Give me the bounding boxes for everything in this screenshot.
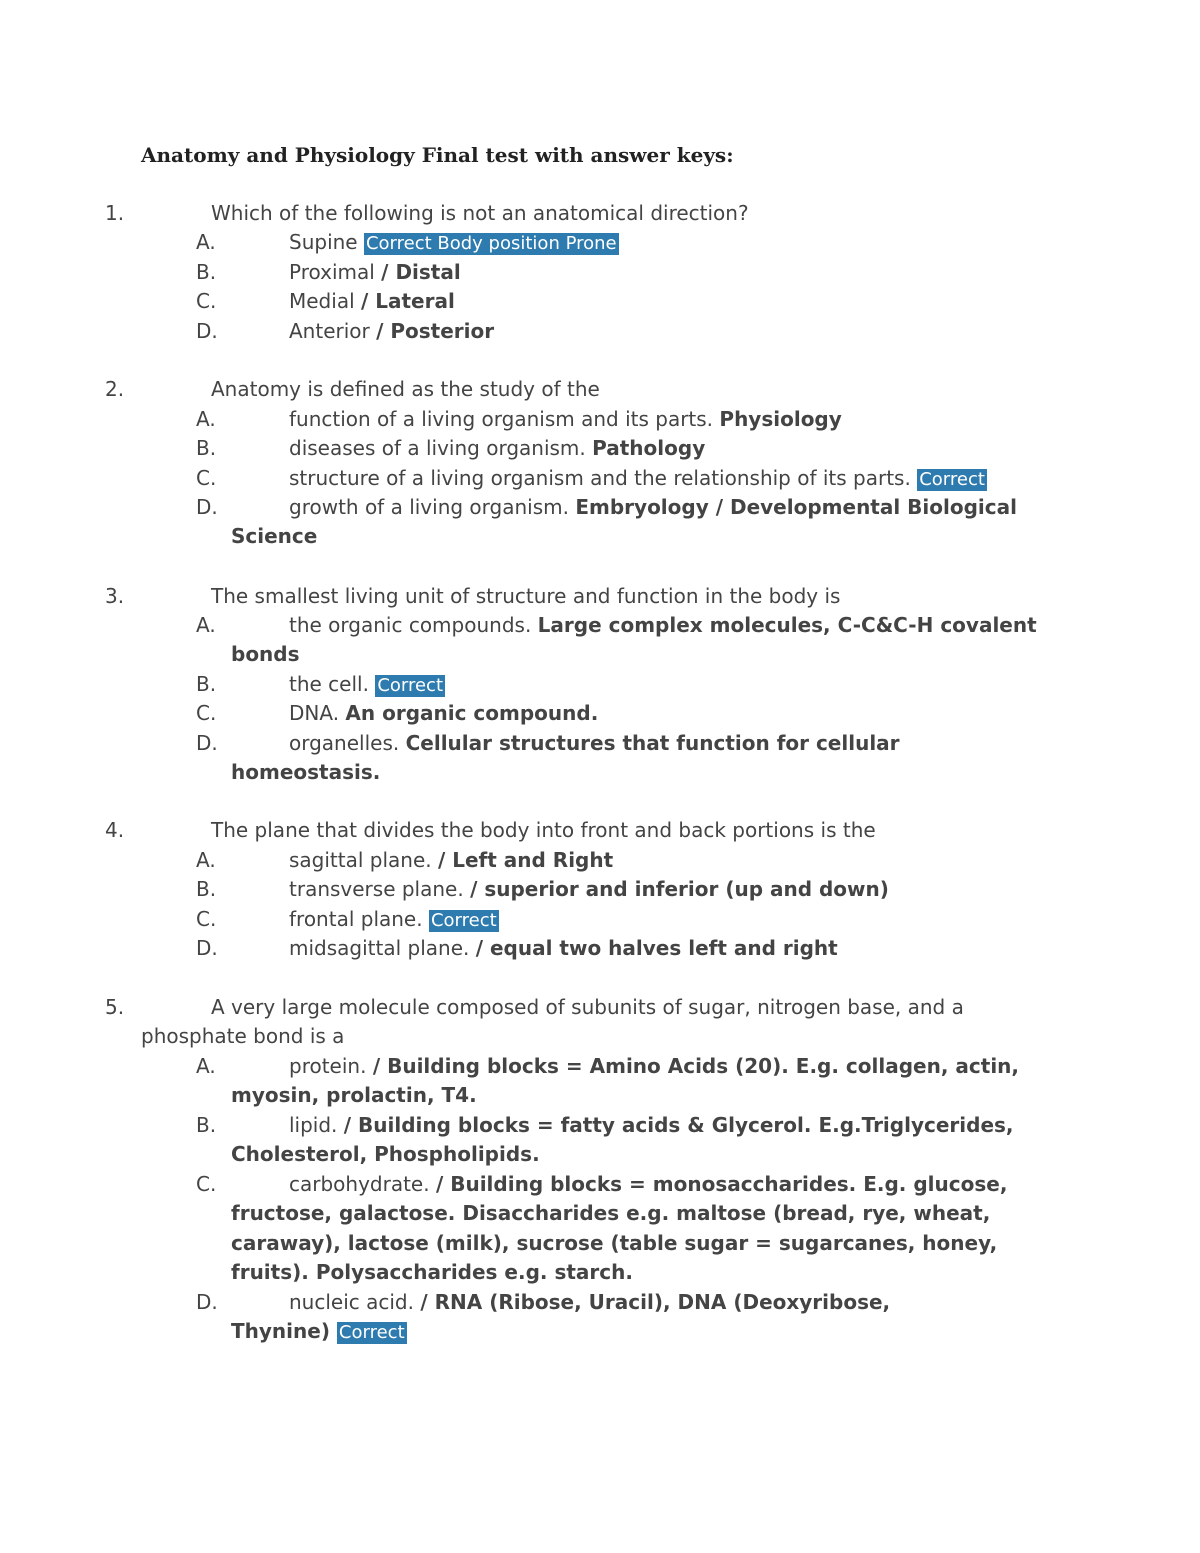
option-text: function of a living organism and its parts. xyxy=(289,407,720,431)
option-line xyxy=(289,612,1037,638)
option-line xyxy=(289,259,461,285)
answer-note: / Posterior xyxy=(376,319,495,343)
question-text: The smallest living unit of structure and function in the body is xyxy=(211,584,841,608)
option-text: Anterior xyxy=(289,319,377,343)
option-text: the cell. xyxy=(289,672,376,696)
option-text: sagittal plane. xyxy=(289,848,438,872)
option-line xyxy=(289,876,889,902)
option-line xyxy=(289,847,613,873)
option-text: protein. xyxy=(289,1054,373,1078)
answer-note-continuation: fructose, galactose. Disaccharides e.g. maltose (bread, rye, wheat, xyxy=(231,1201,991,1225)
answer-note: An organic compound. xyxy=(345,701,599,725)
answer-highlight: Correct xyxy=(919,469,985,490)
question-number: 4. xyxy=(105,818,125,842)
option-line xyxy=(289,229,619,255)
option-letter: A. xyxy=(196,848,216,872)
answer-highlight: Correct xyxy=(338,1322,405,1343)
answer-note: / equal two halves left and right xyxy=(475,936,838,960)
answer-note-continuation: bonds xyxy=(231,642,300,666)
option-text: growth of a living organism. xyxy=(289,495,576,519)
answer-note: Embryology / Developmental Biological xyxy=(575,495,1017,519)
option-line xyxy=(289,1053,1019,1079)
answer-note-continuation: myosin, prolactin, T4. xyxy=(231,1083,477,1107)
answer-note: / Building blocks = fatty acids & Glycerol. E.g.Triglycerides, xyxy=(343,1113,1014,1137)
option-text: diseases of a living organism. xyxy=(289,436,593,460)
answer-note: / Lateral xyxy=(360,289,455,313)
option-text: midsagittal plane. xyxy=(289,936,476,960)
answer-note-continuation: Cholesterol, Phospholipids. xyxy=(231,1142,540,1166)
question-number: 2. xyxy=(105,377,125,401)
question-number: 1. xyxy=(105,201,125,225)
document-title: Anatomy and Physiology Final test with answer keys: xyxy=(141,143,734,167)
answer-note: / Building blocks = Amino Acids (20). E.g. collagen, actin, xyxy=(372,1054,1020,1078)
answer-note: / Building blocks = monosaccharides. E.g. glucose, xyxy=(435,1172,1008,1196)
option-letter: D. xyxy=(196,495,218,519)
option-line xyxy=(289,435,705,461)
answer-highlight: Correct xyxy=(377,675,444,696)
option-line xyxy=(231,1318,407,1344)
option-text: the organic compounds. xyxy=(289,613,538,637)
option-letter: C. xyxy=(196,907,217,931)
answer-note: Pathology xyxy=(592,436,706,460)
option-line xyxy=(289,1289,890,1315)
answer-note: / RNA (Ribose, Uracil), DNA (Deoxyribose, xyxy=(420,1290,891,1314)
option-letter: B. xyxy=(196,672,217,696)
option-text: nucleic acid. xyxy=(289,1290,421,1314)
option-letter: A. xyxy=(196,1054,216,1078)
option-letter: B. xyxy=(196,260,217,284)
option-line xyxy=(289,406,842,432)
option-line xyxy=(289,1112,1014,1138)
option-text: Supine xyxy=(289,230,364,254)
option-line xyxy=(289,671,445,697)
answer-note-continuation: Thynine) xyxy=(231,1319,337,1343)
answer-note: Large complex molecules, C-C&C-H covalent xyxy=(537,613,1037,637)
option-line xyxy=(289,906,499,932)
answer-highlight: Correct xyxy=(430,910,497,931)
answer-note: / Distal xyxy=(381,260,461,284)
option-letter: D. xyxy=(196,731,218,755)
answer-note-continuation: caraway), lactose (milk), sucrose (table sugar = sugarcanes, honey, xyxy=(231,1231,998,1255)
option-letter: C. xyxy=(196,289,217,313)
option-letter: B. xyxy=(196,436,217,460)
option-letter: A. xyxy=(196,613,216,637)
option-letter: B. xyxy=(196,1113,217,1137)
question-text: A very large molecule composed of subunits of sugar, nitrogen base, and a xyxy=(211,995,964,1019)
option-letter: D. xyxy=(196,1290,218,1314)
option-line xyxy=(289,465,987,491)
option-text: structure of a living organism and the relationship of its parts. xyxy=(289,466,918,490)
option-line xyxy=(289,935,838,961)
option-letter: A. xyxy=(196,230,216,254)
answer-note-continuation: Science xyxy=(231,524,318,548)
option-letter: A. xyxy=(196,407,216,431)
answer-note: / superior and inferior (up and down) xyxy=(470,877,889,901)
question-number: 5. xyxy=(105,995,125,1019)
option-text: lipid. xyxy=(289,1113,344,1137)
answer-note: Cellular structures that function for cellular xyxy=(405,731,900,755)
option-line xyxy=(289,494,1017,520)
option-line xyxy=(289,730,900,756)
option-text: transverse plane. xyxy=(289,877,471,901)
question-text: Which of the following is not an anatomical direction? xyxy=(211,201,749,225)
question-text-continuation: phosphate bond is a xyxy=(141,1024,345,1048)
option-text: organelles. xyxy=(289,731,406,755)
answer-note-continuation: fruits). Polysaccharides e.g. starch. xyxy=(231,1260,633,1284)
option-line xyxy=(289,700,598,726)
option-letter: D. xyxy=(196,319,218,343)
question-number: 3. xyxy=(105,584,125,608)
option-text: frontal plane. xyxy=(289,907,429,931)
question-text: The plane that divides the body into front and back portions is the xyxy=(211,818,876,842)
answer-note: Physiology xyxy=(719,407,842,431)
answer-note: / Left and Right xyxy=(437,848,614,872)
option-letter: C. xyxy=(196,466,217,490)
option-line xyxy=(289,288,455,314)
option-text: Proximal xyxy=(289,260,382,284)
option-line xyxy=(289,1171,1007,1197)
option-letter: D. xyxy=(196,936,218,960)
option-text: carbohydrate. xyxy=(289,1172,436,1196)
option-text: Medial xyxy=(289,289,361,313)
option-text: DNA. xyxy=(289,701,346,725)
option-letter: B. xyxy=(196,877,217,901)
option-line xyxy=(289,318,494,344)
option-letter: C. xyxy=(196,701,217,725)
answer-note-continuation: homeostasis. xyxy=(231,760,381,784)
answer-highlight: Correct Body position Prone xyxy=(365,233,617,254)
question-text: Anatomy is defined as the study of the xyxy=(211,377,600,401)
option-letter: C. xyxy=(196,1172,217,1196)
